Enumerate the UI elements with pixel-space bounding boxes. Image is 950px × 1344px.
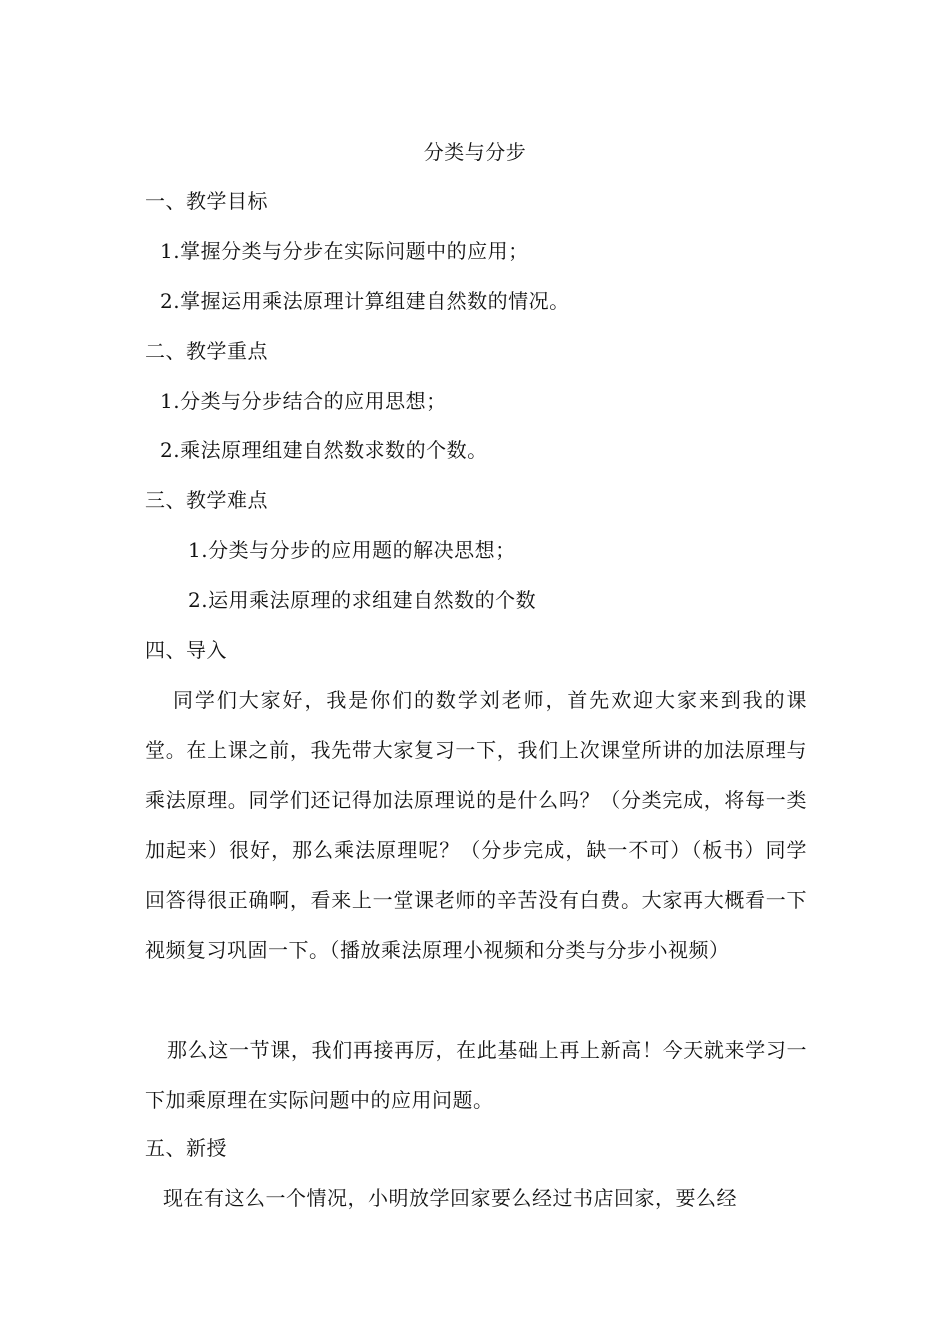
objective-item-1: 1.掌握分类与分步在实际问题中的应用； [160, 239, 529, 263]
difficulty-item-2: 2.运用乘法原理的求组建自然数的个数 [188, 588, 537, 612]
introduction-paragraph-2: 那么这一节课，我们再接再厉，在此基础上再上新高！今天就来学习一下加乘原理在实际问题中的应用问题。 [145, 1038, 807, 1112]
section-heading-difficulties: 三、教学难点 [145, 488, 268, 512]
objective-item-2: 2.掌握运用乘法原理计算组建自然数的情况。 [160, 289, 570, 313]
key-point-item-1: 1.分类与分步结合的应用思想； [160, 389, 447, 413]
introduction-paragraph-1: 同学们大家好，我是你们的数学刘老师，首先欢迎大家来到我的课堂。在上课之前，我先带大家复习一下，我们上次课堂所讲的加法原理与乘法原理。同学们还记得加法原理说的是什么吗？（分类完成，将每一类加起来）很好，那么乘法原理呢？（分步完成，缺一不可）（板书）同学回答得很正确啊，看来上一堂课老师的辛苦没有白费。大家再大概看一下视频复习巩固一下。（播放乘法原理小视频和分类与分步小视频） [145, 688, 807, 962]
section-heading-objectives: 一、教学目标 [145, 189, 268, 213]
section-heading-new-lesson: 五、新授 [145, 1136, 227, 1160]
new-lesson-paragraph-1: 现在有这么一个情况，小明放学回家要么经过书店回家，要么经 [163, 1186, 737, 1210]
key-point-item-2: 2.乘法原理组建自然数求数的个数。 [160, 438, 488, 462]
section-heading-key-points: 二、教学重点 [145, 339, 268, 363]
difficulty-item-1: 1.分类与分步的应用题的解决思想； [188, 538, 516, 562]
document-title: 分类与分步 [423, 140, 527, 164]
section-heading-introduction: 四、导入 [145, 638, 227, 662]
